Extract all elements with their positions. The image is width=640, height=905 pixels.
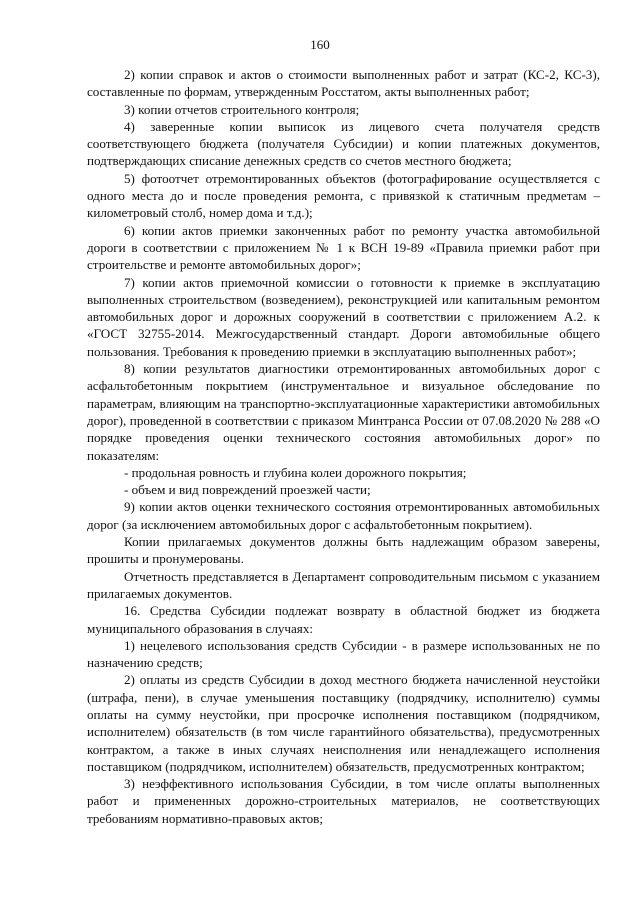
paragraph-indicator-evenness: - продольная ровность и глубина колеи дорожного покрытия;	[124, 464, 467, 480]
paragraph-indicator-damage: - объем и вид повреждений проезжей части;	[124, 482, 371, 498]
paragraph-case-2-penalty: 2) оплаты из средств Субсидии в доход местного бюджета начисленной неустойки (штрафа, пени), в случае уменьшения поставщику (подрядчику, исполнителю) суммы оплаты на сумму неустойки, при просрочке исполнения поставщиком (подрядчиком, исполнителем) обязательств (в том числе гарантийного обязательства), предусмотренных контрактом, а также в иных случаях неисполнения или ненадлежащего исполнения поставщиком (подрядчиком, исполнителем) обязательств, предусмотренных контрактом;	[87, 672, 600, 774]
paragraph-item-6-acceptance-acts: 6) копии актов приемки законченных работ по ремонту участка автомобильной дороги в соответствии с приложением № 1 к ВСН 19-89 «Правила приемки работ при строительстве и ремонте автомобильных дорог»;	[87, 222, 600, 273]
paragraph-section-16: 16. Средства Субсидии подлежат возврату в областной бюджет из бюджета муниципального образования в случаях:	[87, 603, 600, 636]
paragraph-item-4-account-statements: 4) заверенные копии выписок из лицевого счета получателя средств соответствующего бюджета (получателя Субсидии) и копии платежных документов, подтверждающих списание денежных средств со счетов местного бюджета;	[87, 118, 600, 169]
paragraph-item-5-photo-report: 5) фотоотчет отремонтированных объектов (фотографирование осуществляется с одного места до и после проведения ремонта, с привязкой к статичным предметам – километровый столб, номер дома и т.д.);	[87, 170, 600, 221]
page-number: 160	[310, 37, 330, 52]
paragraph-item-9-assessment-acts: 9) копии актов оценки технического состояния отремонтированных автомобильных дорог (за исключением автомобильных дорог с асфальтобетонным покрытием).	[87, 499, 600, 532]
paragraph-item-8-diagnostics: 8) копии результатов диагностики отремонтированных автомобильных дорог с асфальтобетонным покрытием (инструментальное и визуальное обследование по параметрам, влияющим на транспортно-эксплуатационные характеристики автомобильных дорог), проведенной в соответствии с приказом Минтранса России от 07.08.2020 № 288 «О порядке проведения оценки технического состояния автомобильных дорог» по показателям:	[87, 361, 600, 463]
paragraph-reporting-submitted: Отчетность представляется в Департамент сопроводительным письмом с указанием прилагаемых документов.	[87, 568, 600, 601]
document-body	[87, 66, 600, 827]
paragraph-item-2-reports: 2) копии справок и актов о стоимости выполненных работ и затрат (КС-2, КС-3), составленные по формам, утвержденным Росстатом, акты выполненных работ;	[87, 67, 600, 100]
paragraph-case-3-inefficient-use: 3) неэффективного использования Субсидии, в том числе оплаты выполненных работ и примененных дорожно-строительных материалов, не соответствующих требованиям нормативно-правовых актов;	[87, 776, 600, 826]
paragraph-item-3-control-reports: 3) копии отчетов строительного контроля;	[124, 101, 360, 117]
paragraph-copies-certified: Копии прилагаемых документов должны быть надлежащим образом заверены, прошиты и пронумерованы.	[87, 534, 600, 567]
paragraph-item-7-commission-acts: 7) копии актов приемочной комиссии о готовности к приемке в эксплуатацию выполненных строительством (возведением), реконструкцией или капитальным ремонтом автомобильных дорог и дорожных сооружений в соответствии с приложением А.2. к «ГОСТ 32755-2014. Межгосударственный стандарт. Дороги автомобильные общего пользования. Требования к проведению приемки в эксплуатацию выполненных работ»;	[87, 274, 600, 359]
paragraph-case-1-misuse: 1) нецелевого использования средств Субсидии - в размере использованных не по назначению средств;	[87, 637, 600, 671]
